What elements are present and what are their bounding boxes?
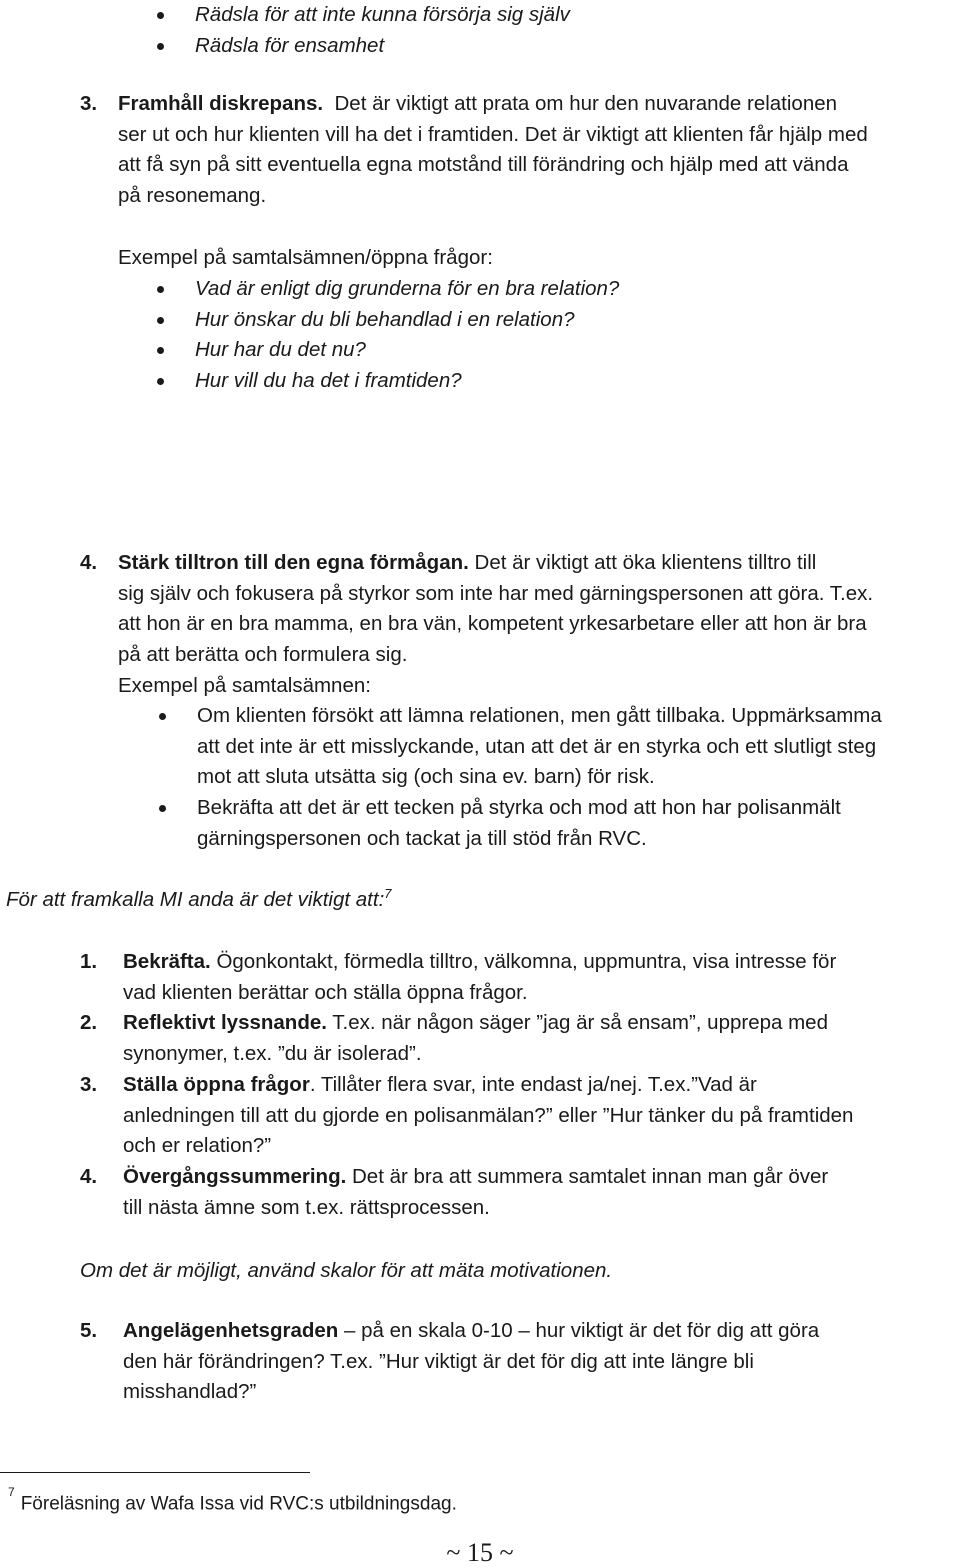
fear-list	[195, 0, 570, 61]
bullet-icon	[157, 317, 164, 324]
list-item: Vad är enligt dig grunderna för en bra relation?	[195, 274, 619, 305]
bullet-icon	[157, 378, 164, 385]
list-item: 2. Reflektivt lyssnande. T.ex. när någon säger ”jag är så ensam”, upprepa med synonymer, t.ex. ”du är isolerad”.	[80, 1011, 828, 1066]
footnote-divider	[0, 1472, 310, 1473]
list-item: Bekräfta att det är ett tecken på styrka och mod att hon har polisanmält gärningspersonen och tackat ja till stöd från RVC.	[197, 793, 957, 854]
mi-intro: För att framkalla MI anda är det viktigt att:$^7$	[6, 886, 392, 911]
strength-examples-list	[197, 701, 957, 855]
section-number: 4.	[80, 551, 98, 574]
section-number: 3.	[80, 92, 98, 115]
bullet-icon	[157, 286, 164, 293]
bullet-icon	[157, 12, 164, 19]
footnote	[8, 1485, 457, 1517]
list-item: Rädsla för ensamhet	[195, 31, 570, 62]
bullet-icon	[159, 713, 166, 720]
page-number: ~ 15 ~	[446, 1538, 514, 1567]
list-item: 4. Övergångssummering. Det är bra att summera samtalet innan man går över till nästa ämne som t.ex. rättsprocessen.	[80, 1164, 829, 1219]
section-heading: Framhåll diskrepans.	[118, 92, 324, 115]
list-item: Om klienten försökt att lämna relationen, men gått tillbaka. Uppmärksamma att det inte är ett misslyckande, utan att det är en styrka och ett slutligt steg mot att sluta utsätta sig (och sina ev. barn) för risk.	[197, 701, 957, 793]
mi-list	[80, 947, 950, 1223]
scales-note: Om det är möjligt, använd skalor för att mäta motivationen.	[80, 1259, 613, 1282]
footnote-ref: 7	[384, 886, 392, 901]
list-item: 1. Bekräfta. Ögonkontakt, förmedla tilltro, välkomna, uppmuntra, visa intresse för vad klienten berättar och ställa öppna frågor.	[80, 950, 837, 1004]
examples-title: Exempel på samtalsämnen/öppna frågor:	[118, 246, 493, 269]
list-item: 3. Ställa öppna frågor. Tillåter flera svar, inte endast ja/nej. T.ex.”Vad är anledningen till att du gjorde en polisanmälan?” eller ”Hur tänker du på framtiden och er relation?”	[80, 1072, 854, 1158]
list-item: Hur har du det nu?	[195, 335, 619, 366]
bullet-icon	[157, 347, 164, 354]
item-5: 5. Angelägenhetsgraden – på en skala 0-10 – hur viktigt är det för dig att göra den här förändringen? T.ex. ”Hur viktigt är det för dig att inte längre bli misshandlad?”	[80, 1319, 820, 1404]
list-item: Hur önskar du bli behandlad i en relation?	[195, 305, 619, 336]
examples-list	[195, 274, 619, 397]
bullet-icon	[157, 43, 164, 50]
section-3: 3. Framhåll diskrepans. Det är viktigt att prata om hur den nuvarande relationen ser ut och hur klienten vill ha det i framtiden. Det är viktigt att klienten får hjälp med att få syn på sitt eventuella egna motstånd till förändring och hjälp med att vända på resonemang.	[80, 89, 950, 212]
section-4: 4. Stärk tilltron till den egna förmågan. Det är viktigt att öka klientens tilltro till sig själv och fokusera på styrkor som inte har med gärningspersonen att göra. T.ex. att hon är en bra mamma, en bra vän, kompetent yrkesarbetare eller att hon är bra på att berätta och formulera sig. Exempel på samtalsämnen:	[80, 548, 955, 702]
list-item: Rädsla för att inte kunna försörja sig själv	[195, 0, 570, 31]
footnote-text: Föreläsning av Wafa Issa vid RVC:s utbildningsdag.	[20, 1493, 457, 1515]
examples-title: Exempel på samtalsämnen:	[118, 673, 371, 697]
bullet-icon	[159, 805, 166, 812]
section-heading: Stärk tilltron till den egna förmågan.	[118, 551, 469, 574]
footnote-number: 7	[8, 1485, 15, 1499]
list-item: Hur vill du ha det i framtiden?	[195, 366, 619, 397]
